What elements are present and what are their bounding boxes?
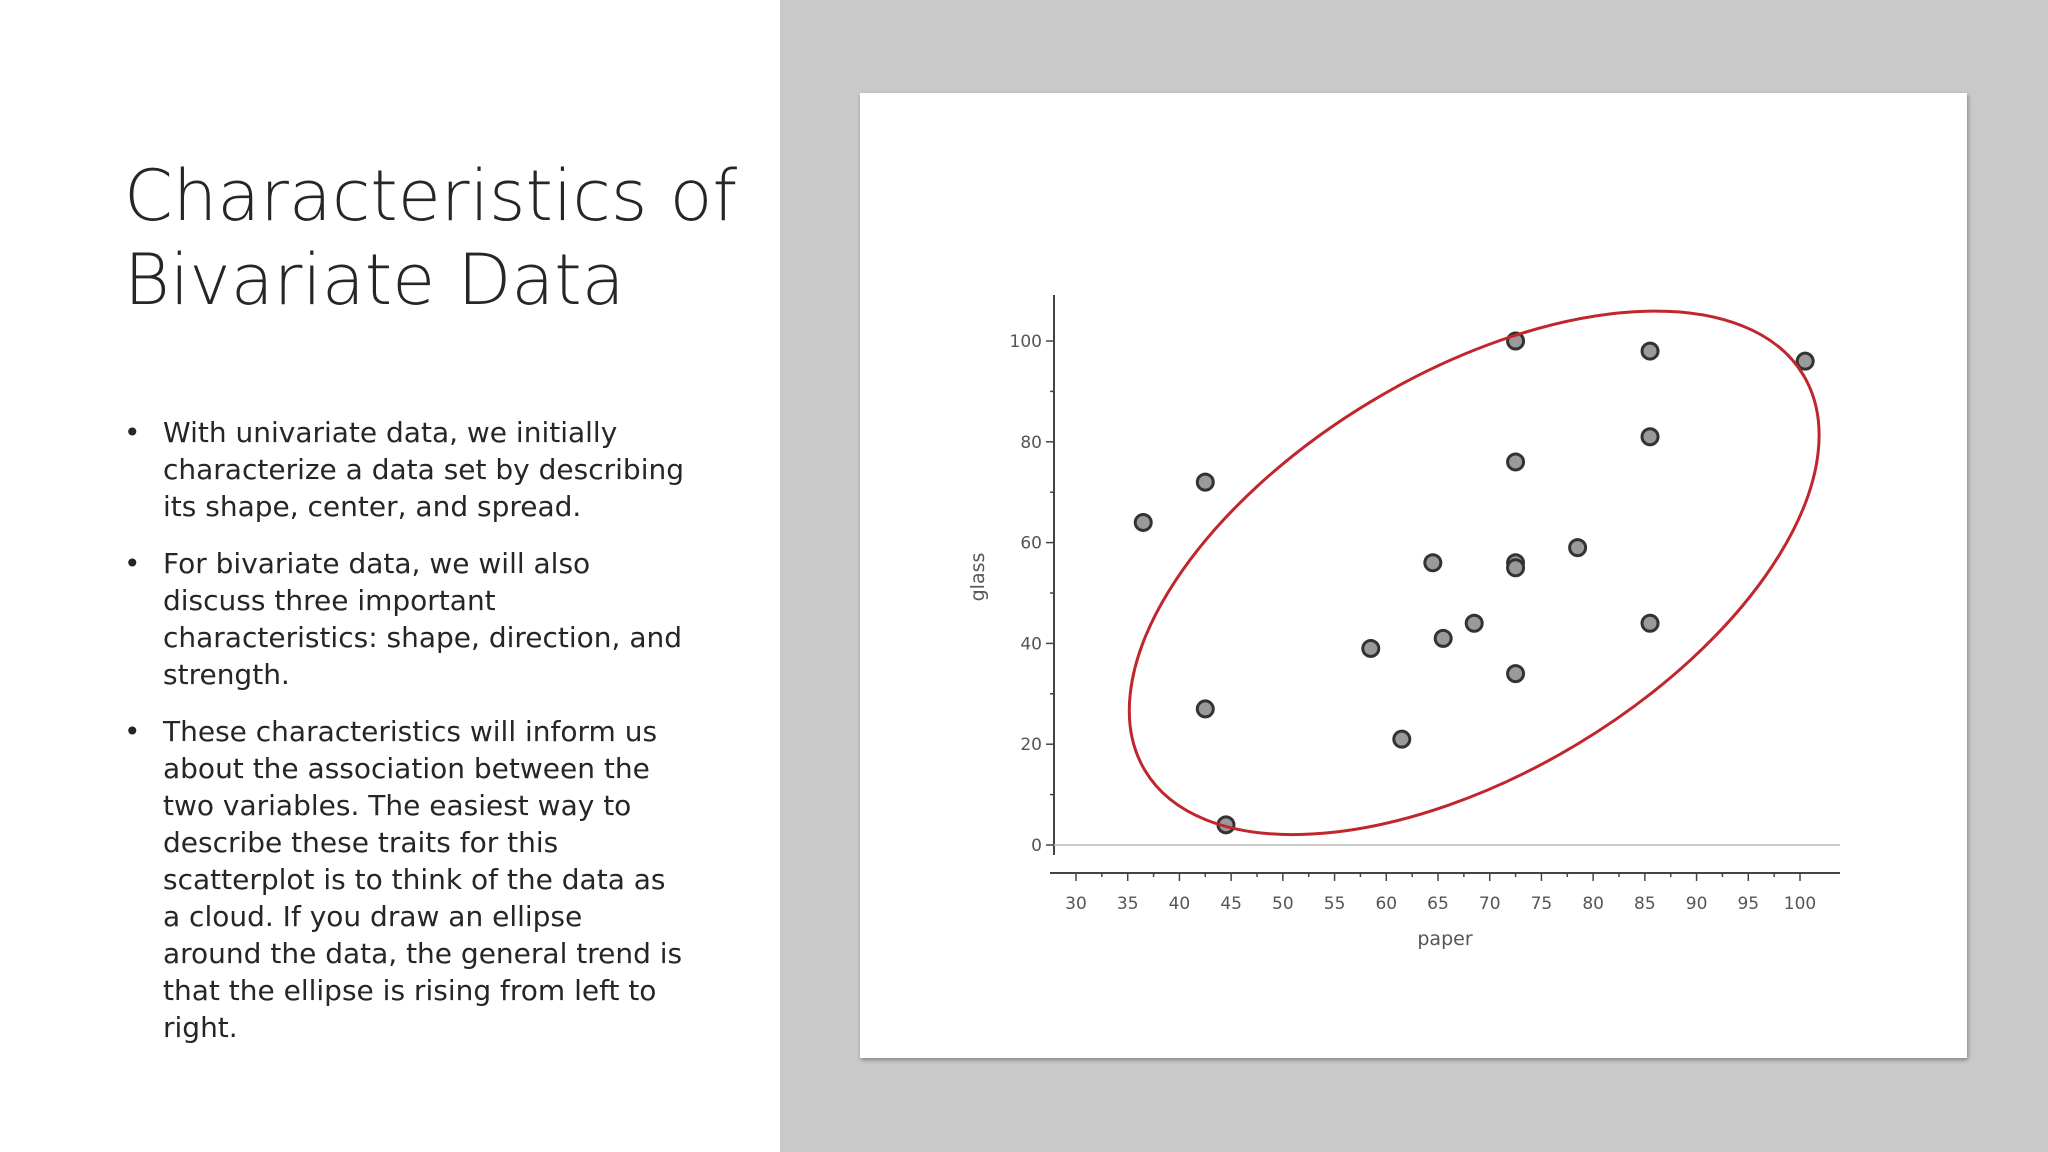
x-axis-label: paper	[1417, 928, 1473, 950]
data-point	[1508, 560, 1524, 576]
data-point	[1435, 630, 1451, 646]
x-tick-label: 75	[1530, 894, 1553, 914]
annotations	[1042, 204, 1906, 942]
data-point	[1425, 555, 1441, 571]
y-tick-label: 40	[1020, 634, 1042, 655]
y-tick-label: 80	[1020, 432, 1042, 453]
x-tick-label: 95	[1737, 894, 1760, 914]
x-tick-label: 70	[1478, 894, 1501, 914]
x-tick-label: 100	[1783, 894, 1817, 914]
bullet-list	[124, 414, 684, 1066]
x-tick-label: 50	[1272, 894, 1294, 914]
y-tick-label: 100	[1009, 332, 1042, 352]
text-panel	[0, 0, 780, 1152]
data-point	[1363, 640, 1379, 656]
y-tick-label: 60	[1020, 533, 1042, 554]
x-tick-label: 30	[1065, 894, 1087, 914]
chart-card	[860, 93, 1967, 1058]
x-tick-label: 65	[1427, 894, 1449, 914]
data-point	[1135, 514, 1151, 530]
data-points	[1135, 333, 1813, 833]
data-point	[1642, 343, 1658, 359]
data-point	[1394, 731, 1410, 747]
data-point	[1508, 666, 1524, 682]
x-tick-label: 55	[1323, 894, 1346, 914]
data-point	[1197, 474, 1213, 490]
x-tick-label: 35	[1116, 894, 1139, 914]
y-tick-label: 20	[1020, 735, 1042, 756]
x-tick-label: 85	[1634, 894, 1656, 914]
bullet-item: • These characteristics will inform us about the association between the two variables. The easiest way to describe these traits for this scatterplot is to think of the data as a cloud. If you draw an ellipse around the data, the general trend is that the ellipse is rising from left to right.	[124, 713, 684, 1046]
scatterplot	[860, 93, 1967, 1058]
bullet-item: • With univariate data, we initially characterize a data set by describing its shape, center, and spread.	[124, 414, 684, 525]
bullet-item: • For bivariate data, we will also discuss three important characteristics: shape, direction, and strength.	[124, 545, 684, 693]
x-tick-label: 45	[1220, 894, 1242, 914]
data-point	[1642, 429, 1658, 445]
data-point	[1466, 615, 1482, 631]
x-tick-label: 60	[1375, 894, 1398, 914]
x-tick-label: 90	[1685, 894, 1708, 914]
axes	[1010, 295, 1840, 914]
x-tick-label: 80	[1582, 894, 1604, 914]
data-point	[1508, 454, 1524, 470]
x-tick-label: 40	[1168, 894, 1191, 914]
data-point	[1642, 615, 1658, 631]
y-tick-label: 0	[1031, 836, 1042, 856]
slide-title: Characteristics of Bivariate Data	[124, 155, 738, 321]
data-point	[1197, 701, 1213, 717]
y-axis-label: glass	[967, 552, 989, 602]
trend-ellipse	[1042, 204, 1906, 942]
data-point	[1570, 540, 1586, 556]
